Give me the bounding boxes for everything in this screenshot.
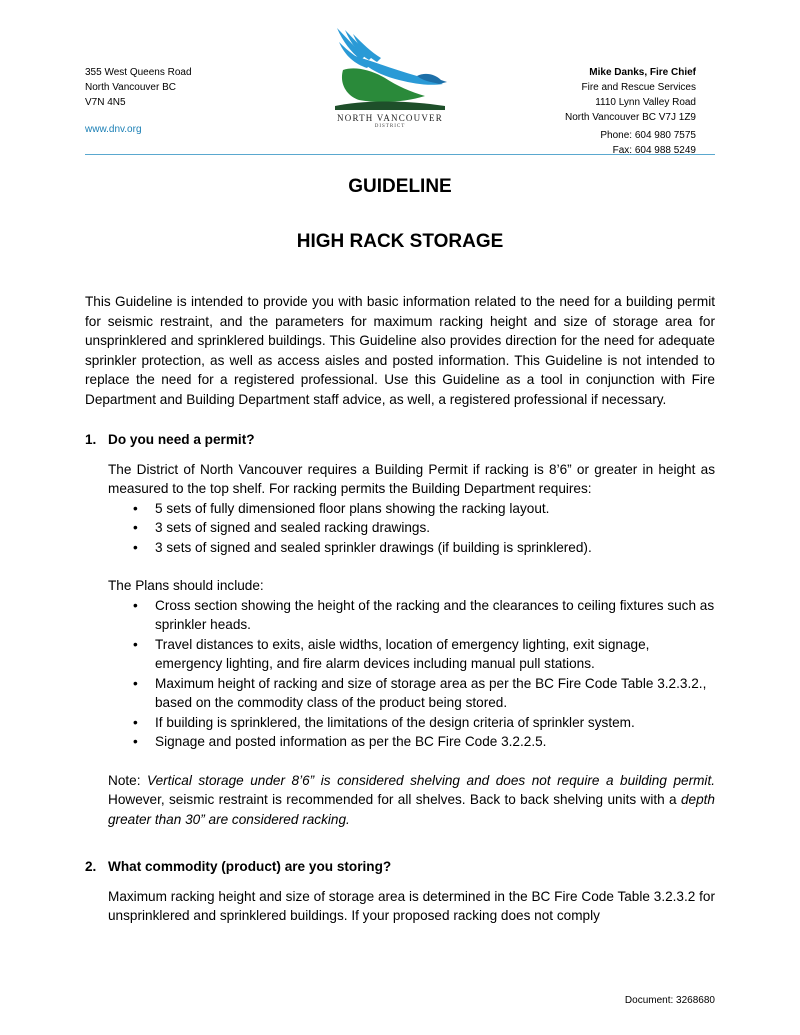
list-item: • Maximum height of racking and size of storage area as per the BC Fire Code Table 3.2.3.2., based on the commodity class of the product being stored. (155, 674, 715, 713)
address-line-postal: V7N 4N5 (85, 97, 126, 108)
department-street: 1110 Lynn Valley Road (595, 97, 696, 108)
note-italic-shelving: Vertical storage under 8’6” is considered shelving and does not require a building permit. (147, 772, 715, 788)
note-italic-depth: depth greater than 30” are considered racking. (108, 792, 715, 827)
intro-paragraph: This Guideline is intended to provide you with basic information related to the need for a building permit for seismic restraint, and the parameters for maximum racking height and size of storage area for unsprinklered and sprinklered buildings. This Guideline also provides direction for the need for adequate sprinkler protection, as well as access aisles and posted information. This Guideline is not intended to replace the need for a registered professional. Use this Guideline as a tool in conjunction with Fire Department and Building Department staff advice, as well, a registered professional if necessary. (85, 294, 715, 407)
district-logo (325, 26, 465, 136)
section-1-title: Do you need a permit? (108, 432, 255, 447)
return-address (85, 65, 192, 137)
logo-subtitle: DISTRICT (374, 124, 406, 129)
list-item: • 3 sets of signed and sealed racking drawings. (155, 518, 715, 538)
section-1-body (108, 460, 715, 830)
plans-contents-list (108, 596, 715, 752)
website-link[interactable]: www.dnv.org (85, 124, 142, 135)
section-2-title: What commodity (product) are you storing? (108, 859, 392, 874)
document-body (85, 292, 715, 926)
department-name: Fire and Rescue Services (581, 82, 696, 93)
document-title: HIGH RACK STORAGE (296, 231, 504, 252)
list-item: • 5 sets of fully dimensioned floor plans showing the racking layout. (155, 499, 715, 519)
document-type-title: GUIDELINE (348, 176, 452, 197)
list-item: • Cross section showing the height of the racking and the clearances to ceiling fixtures such as sprinkler heads. (155, 596, 715, 635)
eagle-logo-icon (325, 26, 455, 116)
list-item: • 3 sets of signed and sealed sprinkler drawings (if building is sprinklered). (155, 538, 715, 558)
list-item: • Travel distances to exits, aisle widths, location of emergency lighting, exit signage, emergency lighting, and fire alarm devices including manual pull stations. (155, 635, 715, 674)
section-1-heading (85, 430, 715, 450)
plans-intro: The Plans should include: (108, 578, 264, 593)
phone-number: Phone: 604 980 7575 (600, 130, 696, 141)
note-label: Note: (108, 772, 148, 788)
header-divider (85, 154, 715, 155)
list-item: • Signage and posted information as per the BC Fire Code 3.2.2.5. (155, 732, 715, 752)
address-line-street: 355 West Queens Road (85, 67, 192, 78)
logo-wordmark: NORTH VANCOUVER (337, 113, 443, 123)
fire-chief-name: Mike Danks, Fire Chief (589, 67, 696, 78)
note-seismic-text: However, seismic restraint is recommended for all shelves. Back to back shelving units with a (108, 792, 681, 807)
section-2-number: 2. (85, 859, 97, 874)
permit-paragraph: The District of North Vancouver requires a Building Permit if racking is 8’6” or greater in height as measured to the top shelf. For racking permits the Building Department requires: (108, 461, 715, 496)
list-item: • If building is sprinklered, the limitations of the design criteria of sprinkler system. (155, 713, 715, 733)
fax-number: Fax: 604 988 5249 (612, 145, 696, 156)
shelving-note (108, 771, 715, 830)
department-city: North Vancouver BC V7J 1Z9 (565, 112, 696, 123)
section-2-body (108, 887, 715, 926)
document-number: Document: 3268680 (624, 995, 715, 1006)
section-1-number: 1. (85, 432, 97, 447)
commodity-paragraph: Maximum racking height and size of storage area is determined in the BC Fire Code Table 3.2.3.2 for unsprinklered and sprinklered buildings. If your proposed racking does not comply (108, 888, 715, 923)
department-contact (565, 65, 696, 158)
section-2-heading (85, 857, 715, 877)
permit-requirements-list (108, 499, 715, 558)
address-line-city: North Vancouver BC (85, 82, 176, 93)
